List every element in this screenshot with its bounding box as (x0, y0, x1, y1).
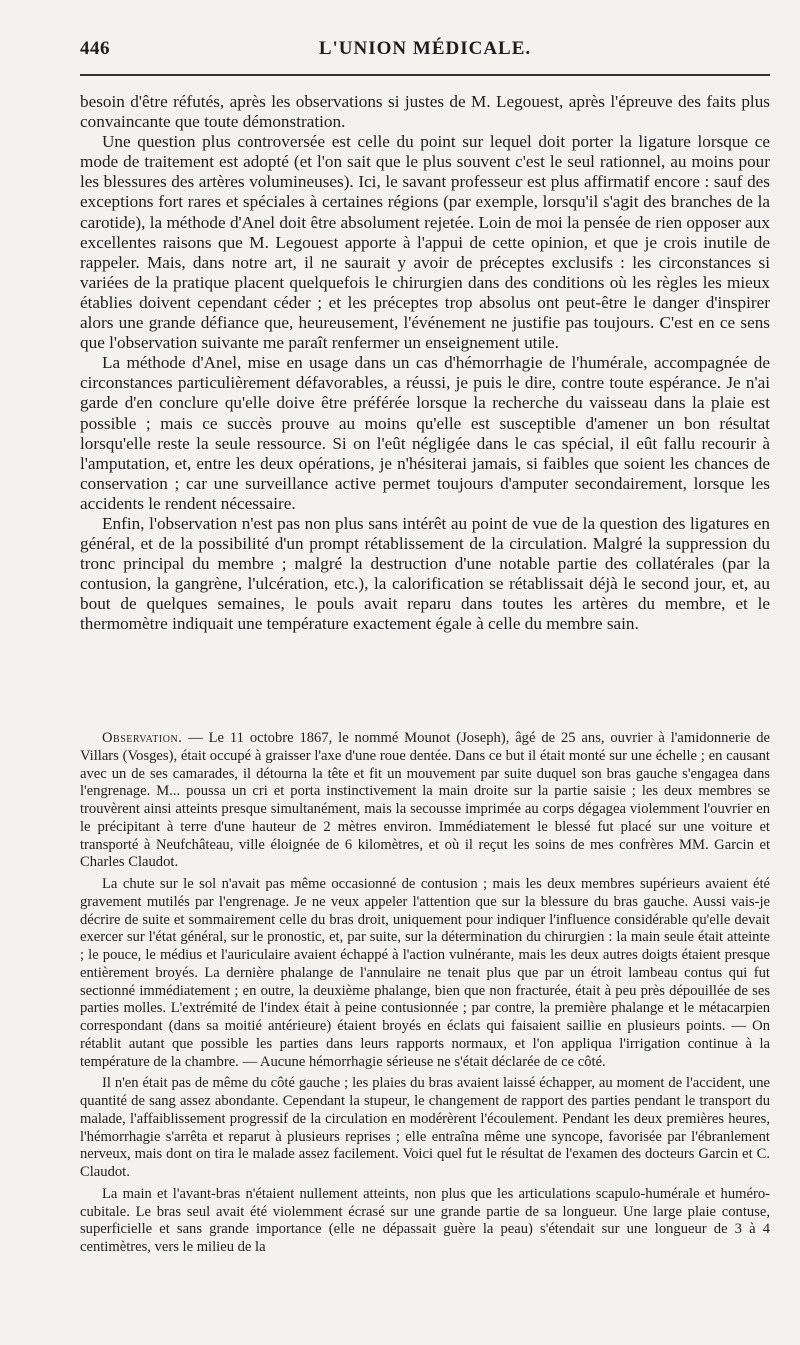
header-rule (80, 74, 770, 76)
observation-label: Observation. (102, 730, 183, 746)
observation-section (80, 730, 770, 1257)
page-number: 446 (80, 38, 110, 59)
main-text (80, 92, 770, 635)
paragraph: besoin d'être réfutés, après les observations si justes de M. Legouest, après l'épreuve des faits plus convaincante que toute démonstration. (80, 92, 770, 132)
running-title: L'UNION MÉDICALE. (318, 38, 532, 59)
observation-paragraph: Il n'en était pas de même du côté gauche ; les plaies du bras avaient laissé échapper, au moment de l'accident, une quantité de sang assez abondante. Cependant la stupeur, le changement de rapport des parties pendant le transport du malade, l'affaiblissement progressif de la circulation en modérèrent l'écoulement. Pendant les deux premières heures, l'hémorrhagie s'arrêta et reparut à plusieurs reprises ; elle entraîna même une syncope, favorisée par l'ébranlement nerveux, mais dont on tira le malade assez facilement. Voici quel fut le résultat de l'examen des docteurs Garcin et C. Claudot. (80, 1075, 770, 1180)
observation-lead (80, 730, 770, 872)
observation-lead-text: — Le 11 octobre 1867, le nommé Mounot (Joseph), âgé de 25 ans, ouvrier à l'amidonnerie de Villars (Vosges), était occupé à graisser l'axe d'une roue dentée. Dans ce but il était monté sur une échelle ; en causant avec un de ses camarades, il détourna la tête et fit un mouvement par suite duquel son bras gauche s'engagea dans l'engrenage. M... poussa un cri et porta instinctivement la main droite sur la partie saisie ; les deux membres se trouvèrent ainsi atteints presque simultanément, mais la secousse imprimée au corps dégagea violemment l'ouvrier en le précipitant à terre d'une hauteur de 2 mètres environ. Immédiatement le blessé fut placé sur une voiture et transporté à Neufchâteau, ville éloignée de 6 kilomètres, et où il reçut les soins de mes confrères MM. Garcin et Charles Claudot. (80, 730, 770, 871)
paragraph: La méthode d'Anel, mise en usage dans un cas d'hémorrhagie de l'humérale, accompagnée de circonstances particulièrement défavorables, a réussi, je puis le dire, contre toute espérance. Je n'ai garde d'en conclure qu'elle doive être préférée lorsque la recherche du vaisseau dans la plaie est possible ; mais ce succès prouve au moins qu'elle est susceptible d'amener un bon résultat lorsqu'elle reste la seule ressource. Si on l'eût négligée dans le cas spécial, il eût fallu recourir à l'amputation, et, entre les deux opérations, je n'hésiterai jamais, si faibles que soient les chances de conservation ; car une surveillance active permet toujours d'amputer secondairement, lorsque les accidents le rendent nécessaire. (80, 353, 770, 513)
observation-paragraph: La main et l'avant-bras n'étaient nullement atteints, non plus que les articulations scapulo-humérale et huméro-cubitale. Le bras seul avait été violemment écrasé sur une grande partie de sa longueur. Une large plaie contuse, superficielle et sans grande importance (elle ne dépassait guère la peau) s'étendait sur une longueur de 3 à 4 centimètres, vers le milieu de la (80, 1185, 770, 1255)
paragraph: Enfin, l'observation n'est pas non plus sans intérêt au point de vue de la question des ligatures en général, et de la possibilité d'un prompt rétablissement de la circulation. Malgré la suppression du tronc principal du membre ; malgré la destruction d'une notable partie des collatérales (par la contusion, la gangrène, l'ulcération, etc.), la calorification se rétablissait déjà le second jour, et, au bout de quelques semaines, le pouls avait reparu dans toutes les artères du membre, et le thermomètre indiquait une température exactement égale à celle du membre sain. (80, 513, 770, 634)
page-header (80, 38, 770, 68)
observation-paragraph: La chute sur le sol n'avait pas même occasionné de contusion ; mais les deux membres supérieurs avaient été gravement mutilés par l'engrenage. Je ne veux appeler l'attention que sur la blessure du bras gauche. Aussi vais-je décrire de suite et sommairement celle du bras droit, uniquement pour indiquer l'influence considérable qu'elle devait exercer sur l'état général, sur le pronostic, et, par suite, sur la détermination du chirurgien : la main seule était atteinte ; le pouce, le médius et l'auriculaire avaient échappé à l'action vulnérante, mais les deux autres doigts étaient presque entièrement broyés. La dernière phalange de l'annulaire ne tenait plus que par un étroit lambeau contus qui fut sectionné immédiatement ; en outre, la deuxième phalange, bien que non fracturée, était à peu près dépouillée de ses parties molles. L'extrémité de l'index était à peine contusionnée ; par contre, la première phalange et le métacarpien correspondant (dans sa moitié antérieure) étaient broyés en éclats qui faisaient saillie en plusieurs points. — On rétablit autant que possible les parties dans leurs rapports normaux, et l'on appliqua l'irrigation continue à la température de la chambre. — Aucune hémorrhagie sérieuse ne s'était déclarée de ce côté. (80, 876, 770, 1070)
paragraph: Une question plus controversée est celle du point sur lequel doit porter la ligature lorsque ce mode de traitement est adopté (et l'on sait que le plus souvent c'est le seul rationnel, au moins pour les blessures des artères volumineuses). Ici, le savant professeur est plus affirmatif encore : sauf des exceptions fort rares et spéciales à certaines régions (par exemple, lorsqu'il s'agit des branches de la carotide), la méthode d'Anel doit être absolument rejetée. Loin de moi la pensée de rien opposer aux excellentes raisons que M. Legouest apporte à l'appui de cette opinion, et que je crois inutile de rappeler. Mais, dans notre art, il ne saurait y avoir de préceptes exclusifs : les circonstances si variées de la pratique placent quelquefois le chirurgien dans des conditions où les règles les mieux établies doivent cependant céder ; et les préceptes trop absolus ont peut-être le danger d'inspirer alors une grande défiance que, heureusement, l'événement ne justifie pas toujours. C'est en ce sens que l'observation suivante me paraît renfermer un enseignement utile. (80, 132, 770, 353)
